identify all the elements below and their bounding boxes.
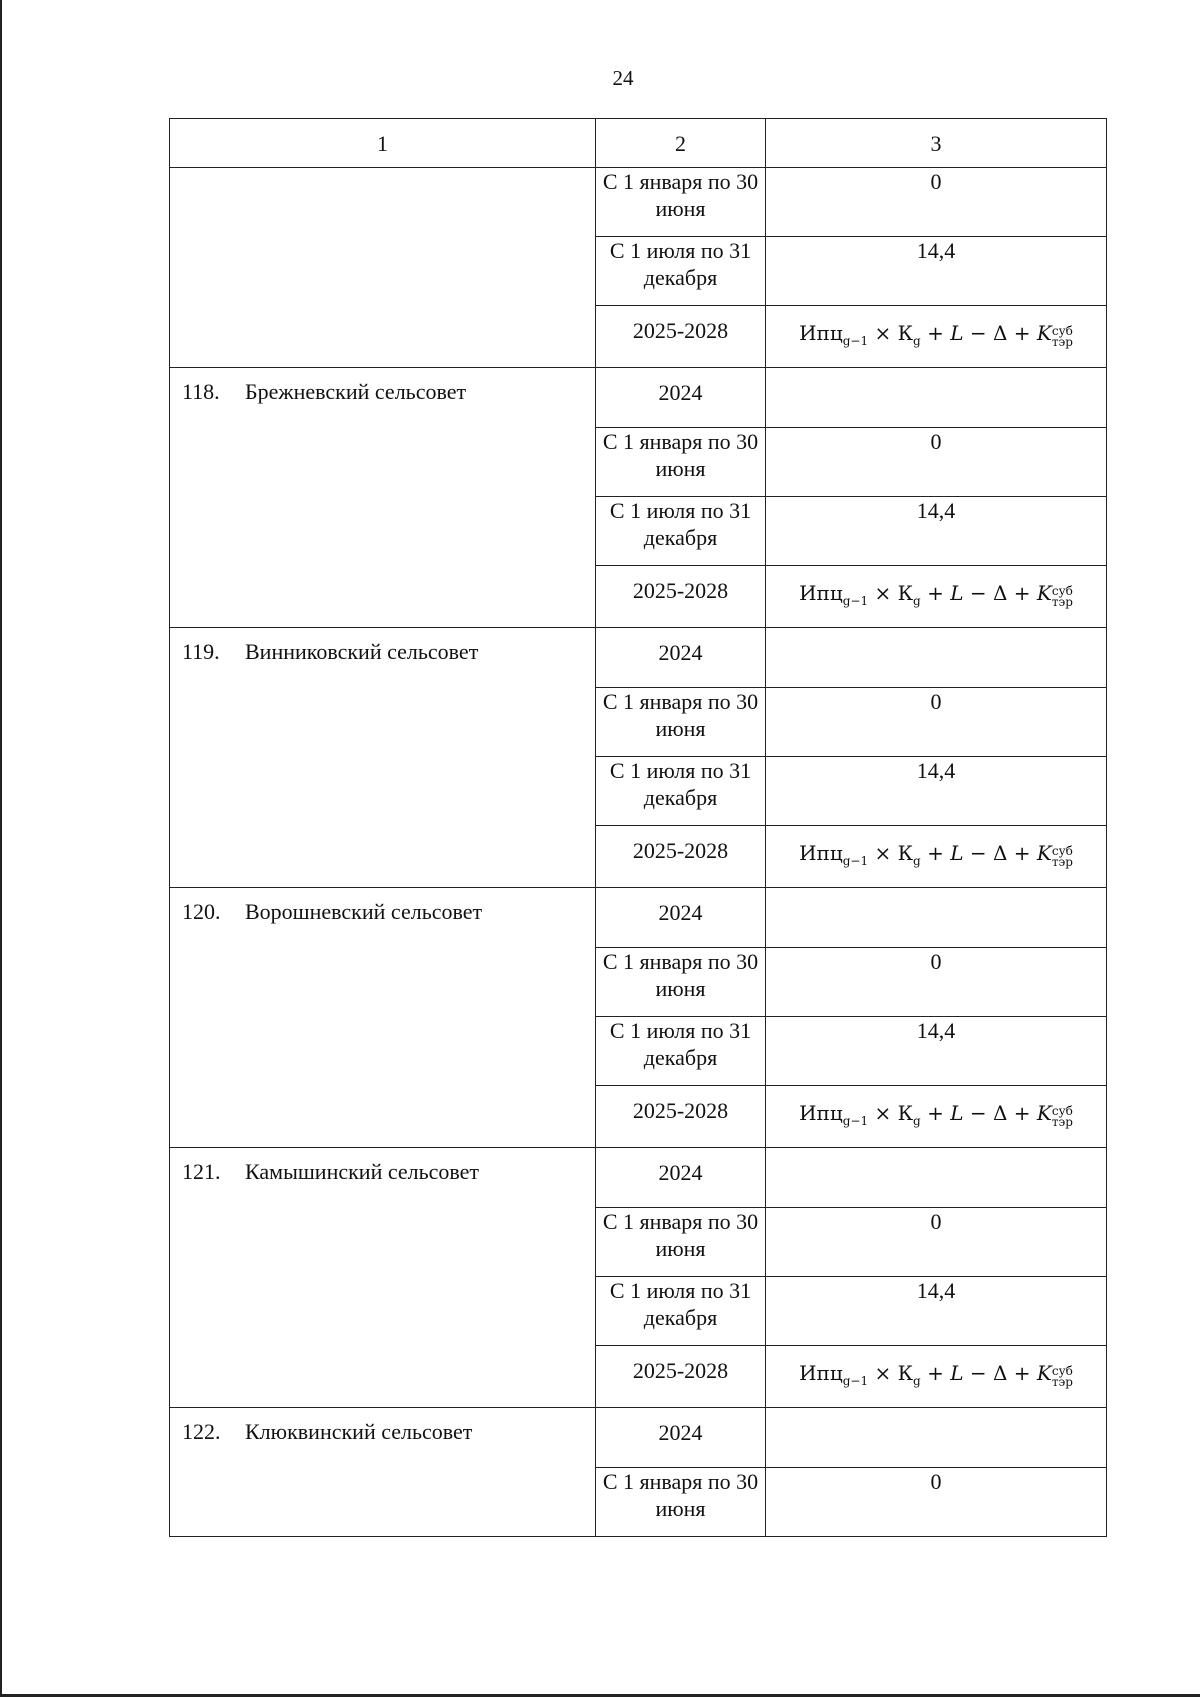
period-cell: 2025-2028 (596, 826, 766, 888)
formula-minus: − (969, 321, 987, 345)
formula-k: К (897, 1361, 914, 1385)
period-cell: 2024 (596, 628, 766, 688)
period-cell: 2024 (596, 368, 766, 428)
formula-delta: Δ (992, 581, 1008, 605)
formula-base-sub: g−1 (842, 334, 869, 348)
period-cell: С 1 июля по 31 декабря (596, 1277, 766, 1346)
formula-minus: − (969, 841, 987, 865)
formula-kt-indices (1052, 846, 1073, 868)
formula-k: К (897, 1101, 914, 1125)
period-cell: 2024 (596, 888, 766, 948)
formula-delta: Δ (992, 841, 1008, 865)
formula-base-sub: g−1 (842, 1374, 869, 1388)
formula-minus: − (969, 1101, 987, 1125)
formula-cell (766, 566, 1107, 628)
formula-delta: Δ (992, 1101, 1008, 1125)
formula-kt-indices (1052, 1366, 1073, 1388)
formula-base-sub: g−1 (842, 854, 869, 868)
formula-k: К (897, 321, 914, 345)
formula-kt-sup: суб (1051, 1104, 1073, 1118)
formula-k-sub: g (913, 854, 921, 868)
formula-kt: K (1036, 581, 1052, 605)
formula-kt: K (1036, 1101, 1052, 1125)
value-cell: 0 (766, 428, 1107, 497)
formula-base: Ипц (799, 1361, 843, 1385)
formula-k-sub: g (913, 1114, 921, 1128)
scan-edge-left (0, 0, 2, 1697)
page-number: 24 (612, 66, 634, 90)
formula-kt-sub: тэр (1051, 1375, 1073, 1389)
period-cell: С 1 июля по 31 декабря (596, 497, 766, 566)
header-col-1: 1 (170, 119, 596, 168)
settlement-label (170, 1408, 595, 1445)
value-cell: 0 (766, 168, 1107, 237)
formula-base-sub: g−1 (842, 594, 869, 608)
header-col-2: 2 (596, 119, 766, 168)
formula-cell (766, 306, 1107, 368)
table-row (170, 168, 1107, 237)
value-cell: 14,4 (766, 1017, 1107, 1086)
formula-kt: K (1036, 321, 1052, 345)
settlement-number: 120. (182, 899, 221, 924)
table-row (170, 1148, 1107, 1208)
formula-kt-sub: тэр (1051, 1115, 1073, 1129)
formula-kt-indices (1052, 326, 1073, 348)
formula-kt-sub: тэр (1051, 595, 1073, 609)
period-cell: С 1 января по 30 июня (596, 168, 766, 237)
header-col-3: 3 (766, 119, 1107, 168)
tariff-formula (766, 1086, 1106, 1135)
formula-base: Ипц (799, 581, 843, 605)
formula-kt-sup: суб (1051, 844, 1073, 858)
formula-cell (766, 1086, 1107, 1148)
settlement-name: Брежневский сельсовет (245, 379, 467, 404)
settlement-name: Ворошневский сельсовет (245, 899, 483, 924)
settlement-number: 118. (182, 379, 220, 404)
formula-k-sub: g (913, 1374, 921, 1388)
value-cell (766, 888, 1107, 948)
formula-plus: + (927, 841, 944, 865)
formula-plus-2: + (1013, 321, 1031, 345)
settlement-label (170, 1148, 595, 1185)
formula-l: L (950, 1361, 964, 1385)
settlement-cell (170, 1408, 596, 1537)
header-row (170, 119, 1107, 168)
table-row (170, 368, 1107, 428)
value-cell (766, 1148, 1107, 1208)
value-cell: 0 (766, 688, 1107, 757)
table-row (170, 888, 1107, 948)
formula-plus-2: + (1013, 841, 1031, 865)
formula-plus: + (927, 321, 944, 345)
settlement-label (170, 628, 595, 665)
table-row (170, 628, 1107, 688)
settlement-name: Камышинский сельсовет (245, 1159, 480, 1184)
tariff-formula (766, 306, 1106, 355)
table-row (170, 1408, 1107, 1468)
formula-kt-sup: суб (1051, 1364, 1073, 1378)
continued-settlement-cell (170, 168, 596, 368)
settlement-cell (170, 1148, 596, 1408)
settlement-cell (170, 368, 596, 628)
formula-base-sub: g−1 (842, 1114, 869, 1128)
formula-k: К (897, 841, 914, 865)
period-cell: 2025-2028 (596, 566, 766, 628)
formula-base: Ипц (799, 321, 843, 345)
formula-plus: + (927, 1361, 944, 1385)
period-cell: С 1 января по 30 июня (596, 428, 766, 497)
formula-kt-sup: суб (1051, 584, 1073, 598)
tariff-formula (766, 1346, 1106, 1395)
formula-times: × (874, 321, 892, 345)
settlement-number: 122. (182, 1419, 221, 1444)
tariff-formula (766, 566, 1106, 615)
period-cell: С 1 июля по 31 декабря (596, 1017, 766, 1086)
period-cell: С 1 января по 30 июня (596, 948, 766, 1017)
formula-kt-sup: суб (1051, 324, 1073, 338)
period-cell: С 1 января по 30 июня (596, 688, 766, 757)
value-cell (766, 1408, 1107, 1468)
period-cell: 2025-2028 (596, 1346, 766, 1408)
value-cell: 14,4 (766, 1277, 1107, 1346)
value-cell: 14,4 (766, 237, 1107, 306)
formula-cell (766, 1346, 1107, 1408)
formula-plus-2: + (1013, 581, 1031, 605)
formula-minus: − (969, 1361, 987, 1385)
formula-minus: − (969, 581, 987, 605)
formula-kt-indices (1052, 1106, 1073, 1128)
value-cell: 14,4 (766, 757, 1107, 826)
period-cell: 2024 (596, 1408, 766, 1468)
value-cell: 0 (766, 1208, 1107, 1277)
formula-times: × (874, 1101, 892, 1125)
period-cell: 2024 (596, 1148, 766, 1208)
period-cell: С 1 января по 30 июня (596, 1208, 766, 1277)
formula-l: L (950, 841, 964, 865)
formula-base: Ипц (799, 1101, 843, 1125)
table-body (170, 119, 1107, 1537)
tariff-formula (766, 826, 1106, 875)
formula-plus: + (927, 581, 944, 605)
settlement-number: 121. (182, 1159, 221, 1184)
formula-plus-2: + (1013, 1361, 1031, 1385)
value-cell: 0 (766, 1468, 1107, 1537)
settlement-number: 119. (182, 639, 220, 664)
formula-times: × (874, 841, 892, 865)
period-cell: С 1 января по 30 июня (596, 1468, 766, 1537)
formula-l: L (950, 581, 964, 605)
formula-delta: Δ (992, 321, 1008, 345)
settlement-label (170, 888, 595, 925)
formula-times: × (874, 581, 892, 605)
settlement-cell (170, 628, 596, 888)
period-cell: 2025-2028 (596, 306, 766, 368)
value-cell (766, 368, 1107, 428)
formula-k-sub: g (913, 594, 921, 608)
formula-cell (766, 826, 1107, 888)
formula-k: К (897, 581, 914, 605)
period-cell: 2025-2028 (596, 1086, 766, 1148)
tariff-table (169, 118, 1107, 1537)
value-cell: 0 (766, 948, 1107, 1017)
period-cell: С 1 июля по 31 декабря (596, 757, 766, 826)
formula-l: L (950, 321, 964, 345)
period-cell: С 1 июля по 31 декабря (596, 237, 766, 306)
formula-plus: + (927, 1101, 944, 1125)
formula-kt: K (1036, 1361, 1052, 1385)
formula-k-sub: g (913, 334, 921, 348)
formula-delta: Δ (992, 1361, 1008, 1385)
settlement-name: Винниковский сельсовет (245, 639, 479, 664)
value-cell (766, 628, 1107, 688)
value-cell: 14,4 (766, 497, 1107, 566)
formula-l: L (950, 1101, 964, 1125)
settlement-cell (170, 888, 596, 1148)
settlement-label (170, 368, 595, 405)
formula-kt-indices (1052, 586, 1073, 608)
formula-times: × (874, 1361, 892, 1385)
settlement-name: Клюквинский сельсовет (245, 1419, 473, 1444)
formula-base: Ипц (799, 841, 843, 865)
formula-kt-sub: тэр (1051, 335, 1073, 349)
formula-kt: K (1036, 841, 1052, 865)
formula-kt-sub: тэр (1051, 855, 1073, 869)
formula-plus-2: + (1013, 1101, 1031, 1125)
